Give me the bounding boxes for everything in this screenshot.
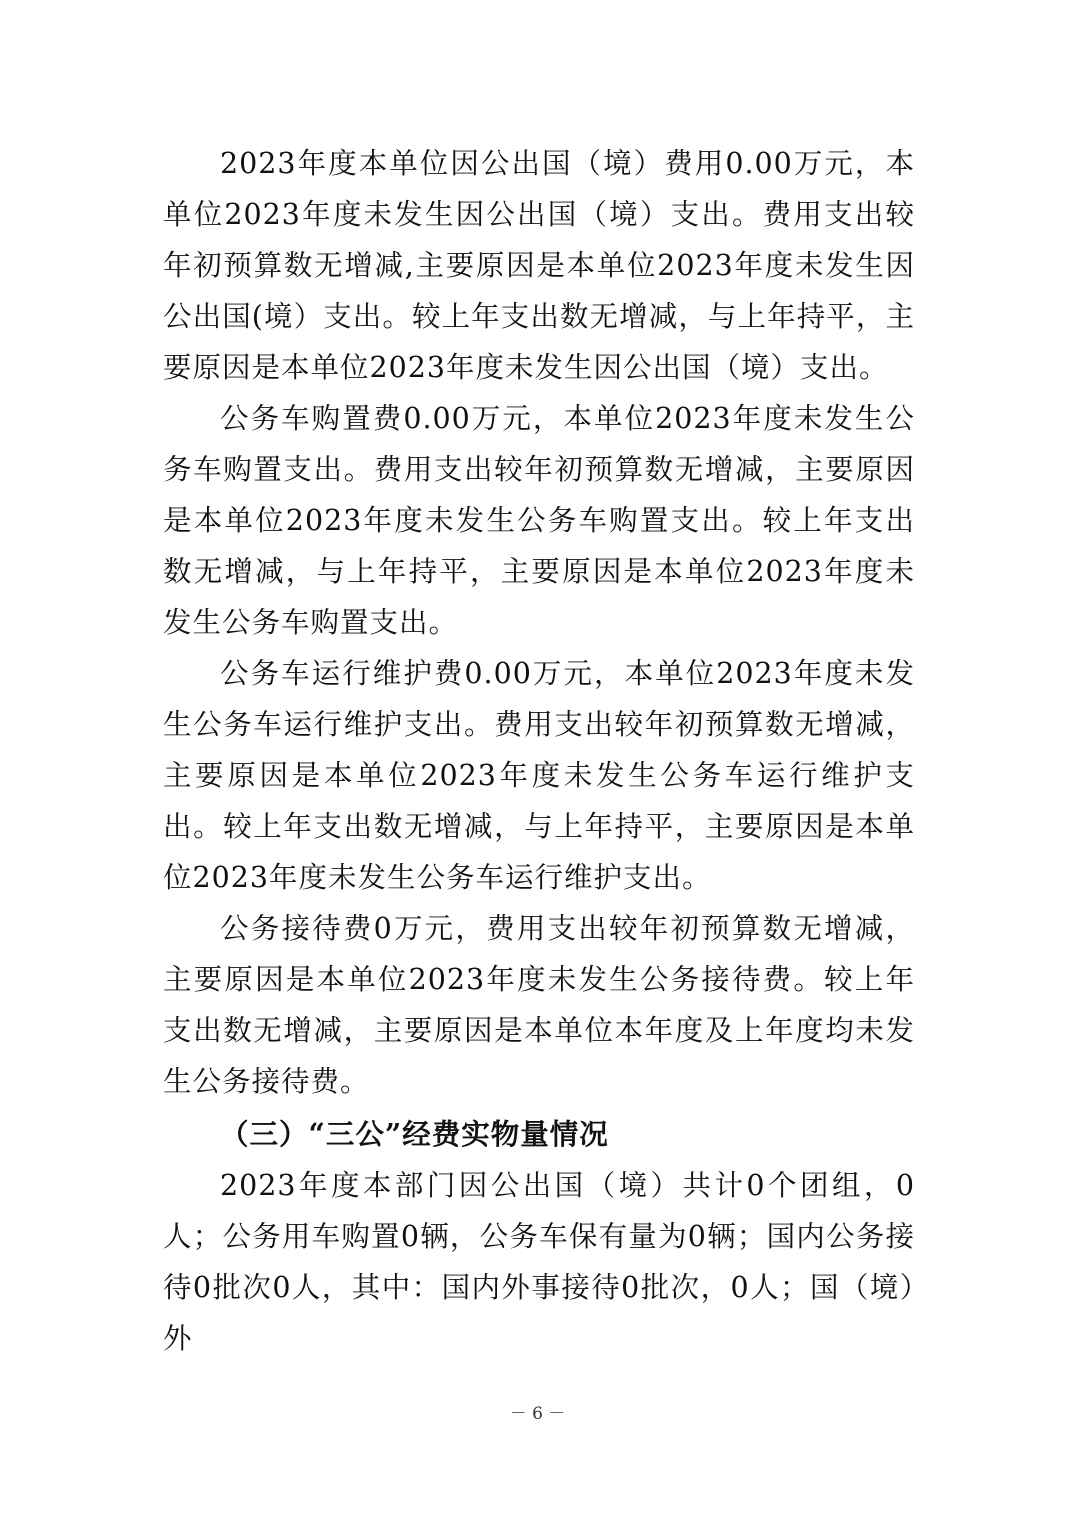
page-number: － 6 － (509, 1404, 566, 1424)
paragraph-vehicle-maintenance: 公务车运行维护费0.00万元，本单位2023年度未发生公务车运行维护支出。费用支出较年初预算数无增减，主要原因是本单位2023年度未发生公务车运行维护支出。较上年支出数无增减，与上年持平，主要原因是本单位2023年度未发生公务车运行维护支出。 (163, 657, 915, 894)
paragraph-vehicle-purchase: 公务车购置费0.00万元，本单位2023年度未发生公务车购置支出。费用支出较年初预算数无增减，主要原因是本单位2023年度未发生公务车购置支出。较上年支出数无增减，与上年持平，主要原因是本单位2023年度未发生公务车购置支出。 (163, 402, 915, 639)
paragraph-official-reception: 公务接待费0万元，费用支出较年初预算数无增减，主要原因是本单位2023年度未发生公务接待费。较上年支出数无增减，主要原因是本单位本年度及上年度均未发生公务接待费。 (163, 912, 915, 1098)
document-body (163, 138, 915, 1364)
paragraph-overseas-travel: 2023年度本单位因公出国（境）费用0.00万元，本单位2023年度未发生因公出国（境）支出。费用支出较年初预算数无增减,主要原因是本单位2023年度未发生因公出国(境）支出。较上年支出数无增减，与上年持平，主要原因是本单位2023年度未发生因公出国（境）支出。 (163, 147, 915, 384)
paragraph-physical-quantities: 2023年度本部门因公出国（境）共计0个团组，0人；公务用车购置0辆，公务车保有量为0辆；国内公务接待0批次0人，其中：国内外事接待0批次，0人；国（境）外 (163, 1169, 915, 1355)
section-heading: （三）“三公”经费实物量情况 (220, 1117, 609, 1151)
